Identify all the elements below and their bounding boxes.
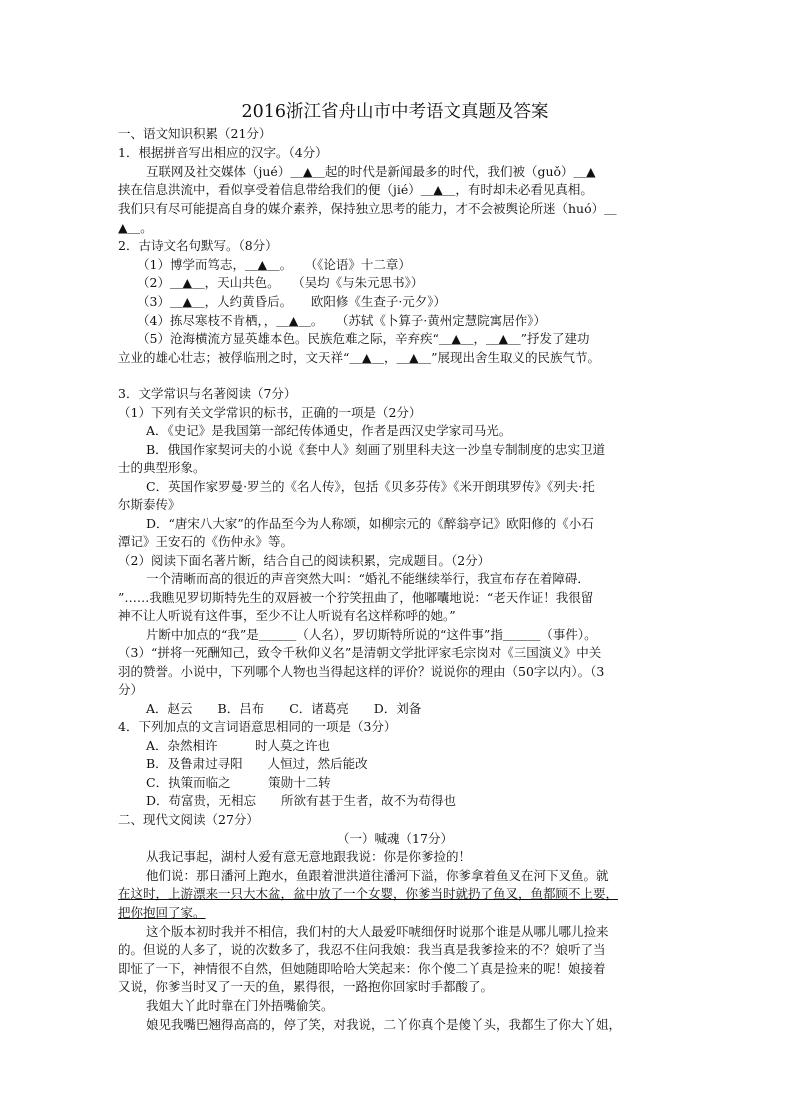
text-line: （3）＿▲＿，人约黄昏后。 欧阳修《生查子·元夕》） [137, 294, 447, 309]
text-line: 一个清晰而高的很近的声音突然大叫：“婚礼不能继续举行，我宣布存在着障碍． [146, 571, 590, 586]
question-heading: 3．文学常识与名著阅读（7分） [118, 386, 297, 401]
option-line: D．“唐宋八大家”的作品至今为人称颂，如柳宗元的《醉翁亭记》欧阳修的《小石 [146, 516, 594, 531]
text-line: 分） [118, 682, 144, 697]
question-heading: 4．下列加点的文言词语意思相同的一项是（3分） [118, 719, 397, 734]
text-line: （3）“拼将一死酬知己，致令千秋仰义名”是清朝文学批评家毛宗岗对《三国演义》中关 [118, 645, 602, 660]
underlined-line: 把你抱回了家。 [118, 905, 206, 920]
paragraph-line: 的。但说的人多了，说的次数多了，我忍不住问我娘：我当真是我爹捡来的不？娘听了当 [118, 942, 606, 957]
paragraph-line: 我姐大丫此时靠在门外捂嘴偷笑。 [146, 998, 334, 1013]
section-heading: 一、语文知识积累（21分） [118, 126, 272, 141]
text-line: 互联网及社交媒体（jué）＿▲＿起的时代是新闻最多的时代，我们被（guǒ）＿▲ [146, 164, 596, 179]
underlined-line: 在这时，上游漂来一只大木盆，盆中放了一个女婴，你爹当时就扔了鱼叉，鱼都顾不上要， [118, 886, 619, 901]
text-line: （1）博学而笃志，＿▲＿。 （《论语》十二章） [137, 257, 411, 272]
text-line: （5）沧海横流方显英雄本色。民族危难之际，辛弃疾“＿▲＿，＿▲＿”抒发了建功 [137, 331, 590, 346]
question-heading: 2．古诗文名句默写。（8分） [118, 238, 278, 253]
option-line: B．俄国作家契诃夫的小说《套中人》刻画了别里科夫这一沙皇专制制度的忠实卫道 [146, 442, 606, 457]
text-line: 片断中加点的“我”是＿＿＿（人名），罗切斯特所说的“这件事”指＿＿＿（事件）。 [146, 627, 597, 642]
text-line: 尔斯泰传》 [118, 497, 181, 512]
option-line: B．及鲁肃过寻阳 人恒过，然后能改 [146, 756, 368, 771]
text-line: （2）＿▲＿，天山共色。 （吴均《与朱元思书》） [137, 275, 424, 290]
option-line: A．《史记》是我国第一部纪传体通史，作者是西汉史学家司马光。 [146, 423, 512, 438]
option-line: C．执策而临之 策勋十二转 [146, 775, 331, 790]
paragraph-line: 又说，你爹当时叉了一天的鱼，累得很，一路抱你回家时手都酸了。 [118, 979, 494, 994]
text-line: （4）拣尽寒枝不肯栖，，＿▲＿。 （苏轼《卜算子·黄州定慧院寓居作》） [137, 313, 547, 328]
paragraph-line: 娘见我嘴巴翘得高高的，停了笑，对我说，二丫你真个是傻丫头，我都生了你大丫姐， [146, 1017, 622, 1032]
text-line: （1）下列有关文学常识的标书，正确的一项是（2分） [118, 405, 422, 420]
text-line: （2）阅读下面名著片断，结合自己的阅读积累，完成题目。（2分） [118, 553, 491, 568]
text-line: 立业的雄心壮志；被俘临刑之时，文天祥“＿▲＿，＿▲＿”展现出舍生取义的民族气节。 [118, 350, 601, 365]
text-line: 士的典型形象。 [118, 460, 206, 475]
text-line: 挟在信息洪流中，看似享受着信息带给我们的便（jié）＿▲＿，有时却未必看见真相。 [118, 182, 593, 197]
document-title: 2016浙江省舟山市中考语文真题及答案 [241, 102, 549, 122]
text-line: 我们只有尽可能提高自身的媒介素养，保持独立思考的能力，才不会被舆论所迷（huó）＿ [118, 201, 617, 216]
text-line: 潭记》王安石的《伤仲永》等。 [118, 534, 294, 549]
passage-title: （一）喊魂（17分） [337, 831, 453, 846]
option-line: A．杂然相许 时人莫之许也 [146, 738, 331, 753]
text-line: 羽的赞誉。小说中，下列哪个人物也当得起这样的评价？说说你的理由（50字以内）。（3 [118, 664, 605, 679]
paragraph-line: 从我记事起，湖村人爱有意无意地跟我说：你是你爹捡的！ [146, 849, 472, 864]
question-heading: 1．根据拼音写出相应的汉字。（4分） [118, 145, 328, 160]
text-line: ”……我瞧见罗切斯特先生的双唇被一个狞笑扭曲了，他嘟囔地说：“老天作证！我很留 [118, 590, 594, 605]
section-heading: 二、现代文阅读（27分） [118, 812, 259, 827]
paragraph-line: 这个版本初时我并不相信，我们村的大人最爱吓唬细伢时说那个谁是从哪儿哪儿捡来 [146, 924, 609, 939]
text-line: 神不让人听说有这件事，至少不让人听说有名这样称呼的她。” [118, 608, 456, 623]
paragraph-line: 即怔了一下，神情很不自然，但她随即哈哈大笑起来：你个傻二丫真是捡来的呢！娘接着 [118, 961, 606, 976]
option-line: A．赵云 B．吕布 C．诸葛亮 D．刘备 [146, 701, 422, 716]
option-line: D．苟富贵，无相忘 所欲有甚于生者，故不为苟得也 [146, 793, 457, 808]
paragraph-line: 他们说：那日潘河上跑水，鱼跟着泄洪道往潘河下溢，你爹拿着鱼叉在河下叉鱼。就 [146, 868, 609, 883]
option-line: C．英国作家罗曼·罗兰的《名人传》，包括《贝多芬传》《米开朗琪罗传》《列夫·托 [146, 479, 595, 494]
text-line: ▲＿。 [118, 220, 153, 235]
